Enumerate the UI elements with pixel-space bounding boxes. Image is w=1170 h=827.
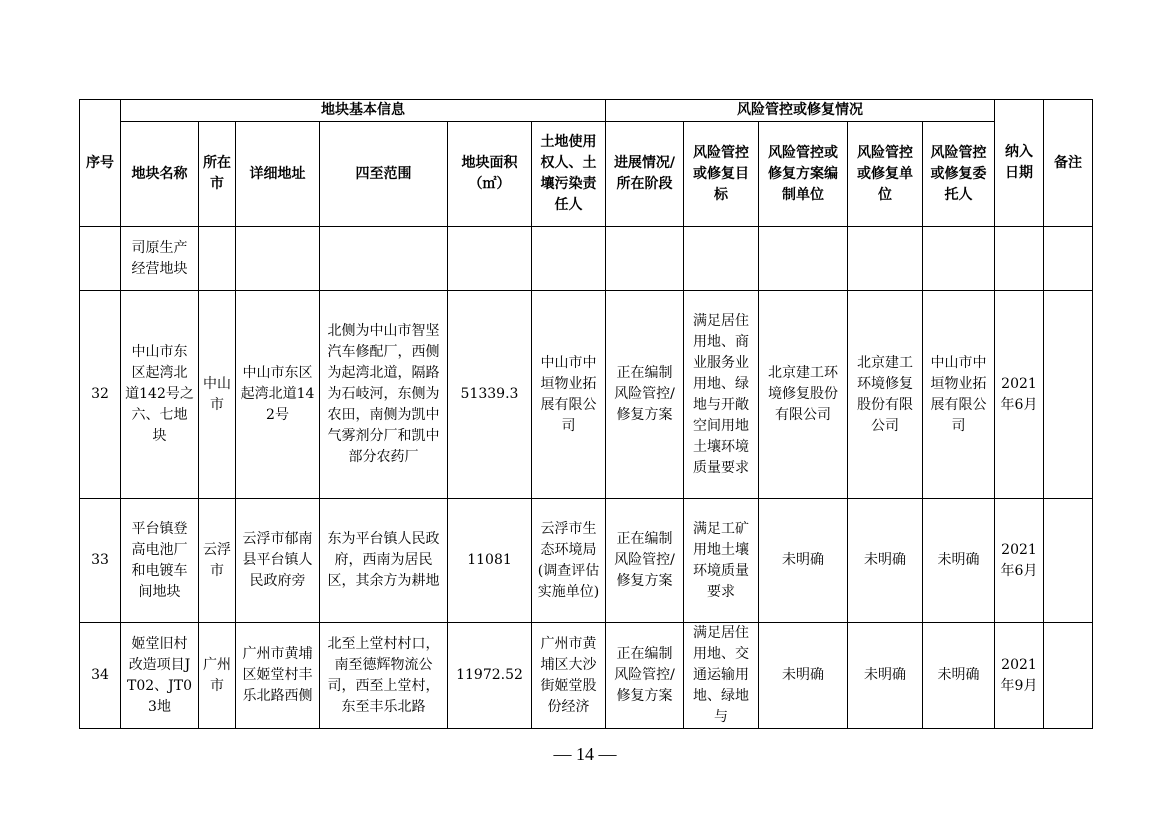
cell-owner: 中山市中垣物业拓展有限公司 xyxy=(532,291,606,499)
cell-city: 广州市 xyxy=(199,623,236,729)
cell-progress xyxy=(606,227,684,291)
col-header-client: 风险管控或修复委托人 xyxy=(923,122,995,227)
cell-area: 11972.52 xyxy=(448,623,532,729)
col-header-executor: 风险管控或修复单位 xyxy=(848,122,923,227)
cell-name: 中山市东区起湾北道142号之六、七地块 xyxy=(121,291,199,499)
cell-boundary: 东为平台镇人民政府，西南为居民区，其余方为耕地 xyxy=(320,499,448,623)
cell-target: 满足居住用地、商业服务业用地、绿地与开敞空间用地土壤环境质量要求 xyxy=(684,291,759,499)
cell-boundary xyxy=(320,227,448,291)
cell-planner xyxy=(759,227,848,291)
cell-remark xyxy=(1044,291,1093,499)
col-header-remark: 备注 xyxy=(1044,100,1093,227)
cell-boundary: 北侧为中山市智坚汽车修配厂，西侧为起湾北道，隔路为石岐河，东侧为农田，南侧为凯中气雾剂分厂和凯中部分农药厂 xyxy=(320,291,448,499)
cell-seq: 34 xyxy=(80,623,121,729)
group-header-risk: 风险管控或修复情况 xyxy=(606,100,995,122)
land-parcel-table xyxy=(79,99,1093,729)
cell-name: 姬堂旧村改造项目JT02、JT03地 xyxy=(121,623,199,729)
cell-city: 云浮市 xyxy=(199,499,236,623)
cell-executor: 未明确 xyxy=(848,499,923,623)
table-row xyxy=(80,291,1093,499)
col-header-name: 地块名称 xyxy=(121,122,199,227)
cell-target xyxy=(684,227,759,291)
cell-planner: 未明确 xyxy=(759,499,848,623)
cell-client: 中山市中垣物业拓展有限公司 xyxy=(923,291,995,499)
cell-progress: 正在编制风险管控/修复方案 xyxy=(606,623,684,729)
cell-client: 未明确 xyxy=(923,623,995,729)
table-row xyxy=(80,623,1093,729)
cell-date xyxy=(995,227,1044,291)
column-header-row xyxy=(80,122,1093,227)
cell-date: 2021年9月 xyxy=(995,623,1044,729)
col-header-address: 详细地址 xyxy=(236,122,320,227)
cell-address: 云浮市郁南县平台镇人民政府旁 xyxy=(236,499,320,623)
cell-owner xyxy=(532,227,606,291)
cell-area: 11081 xyxy=(448,499,532,623)
cell-name: 司原生产经营地块 xyxy=(121,227,199,291)
table-row xyxy=(80,227,1093,291)
cell-area: 51339.3 xyxy=(448,291,532,499)
col-header-progress: 进展情况/所在阶段 xyxy=(606,122,684,227)
cell-city: 中山市 xyxy=(199,291,236,499)
cell-client xyxy=(923,227,995,291)
page-number: — 14 — xyxy=(553,744,617,764)
cell-target: 满足居住用地、交通运输用地、绿地与 xyxy=(684,623,759,729)
cell-address xyxy=(236,227,320,291)
cell-boundary: 北至上堂村村口，南至德辉物流公司，西至上堂村，东至丰乐北路 xyxy=(320,623,448,729)
group-header-row xyxy=(80,100,1093,122)
cell-owner: 云浮市生态环境局(调查评估实施单位) xyxy=(532,499,606,623)
cell-city xyxy=(199,227,236,291)
cell-date: 2021年6月 xyxy=(995,499,1044,623)
col-header-date: 纳入日期 xyxy=(995,100,1044,227)
cell-planner: 北京建工环境修复股份有限公司 xyxy=(759,291,848,499)
cell-executor: 未明确 xyxy=(848,623,923,729)
cell-target: 满足工矿用地土壤环境质量要求 xyxy=(684,499,759,623)
cell-seq: 33 xyxy=(80,499,121,623)
cell-remark xyxy=(1044,227,1093,291)
col-header-area: 地块面积（㎡） xyxy=(448,122,532,227)
cell-progress: 正在编制风险管控/修复方案 xyxy=(606,291,684,499)
cell-name: 平台镇登高电池厂和电镀车间地块 xyxy=(121,499,199,623)
col-header-target: 风险管控或修复目标 xyxy=(684,122,759,227)
cell-area xyxy=(448,227,532,291)
col-header-boundary: 四至范围 xyxy=(320,122,448,227)
cell-address: 中山市东区起湾北道142号 xyxy=(236,291,320,499)
cell-seq xyxy=(80,227,121,291)
col-header-planner: 风险管控或修复方案编制单位 xyxy=(759,122,848,227)
cell-progress: 正在编制风险管控/修复方案 xyxy=(606,499,684,623)
col-header-owner: 土地使用权人、土壤污染责任人 xyxy=(532,122,606,227)
group-header-basic: 地块基本信息 xyxy=(121,100,606,122)
cell-executor xyxy=(848,227,923,291)
cell-planner: 未明确 xyxy=(759,623,848,729)
cell-remark xyxy=(1044,499,1093,623)
cell-date: 2021年6月 xyxy=(995,291,1044,499)
cell-remark xyxy=(1044,623,1093,729)
table-row xyxy=(80,499,1093,623)
cell-executor: 北京建工环境修复股份有限公司 xyxy=(848,291,923,499)
cell-seq: 32 xyxy=(80,291,121,499)
col-header-seq: 序号 xyxy=(80,100,121,227)
cell-address: 广州市黄埔区姬堂村丰乐北路西侧 xyxy=(236,623,320,729)
col-header-city: 所在市 xyxy=(199,122,236,227)
cell-client: 未明确 xyxy=(923,499,995,623)
cell-owner: 广州市黄埔区大沙街姬堂股份经济 xyxy=(532,623,606,729)
